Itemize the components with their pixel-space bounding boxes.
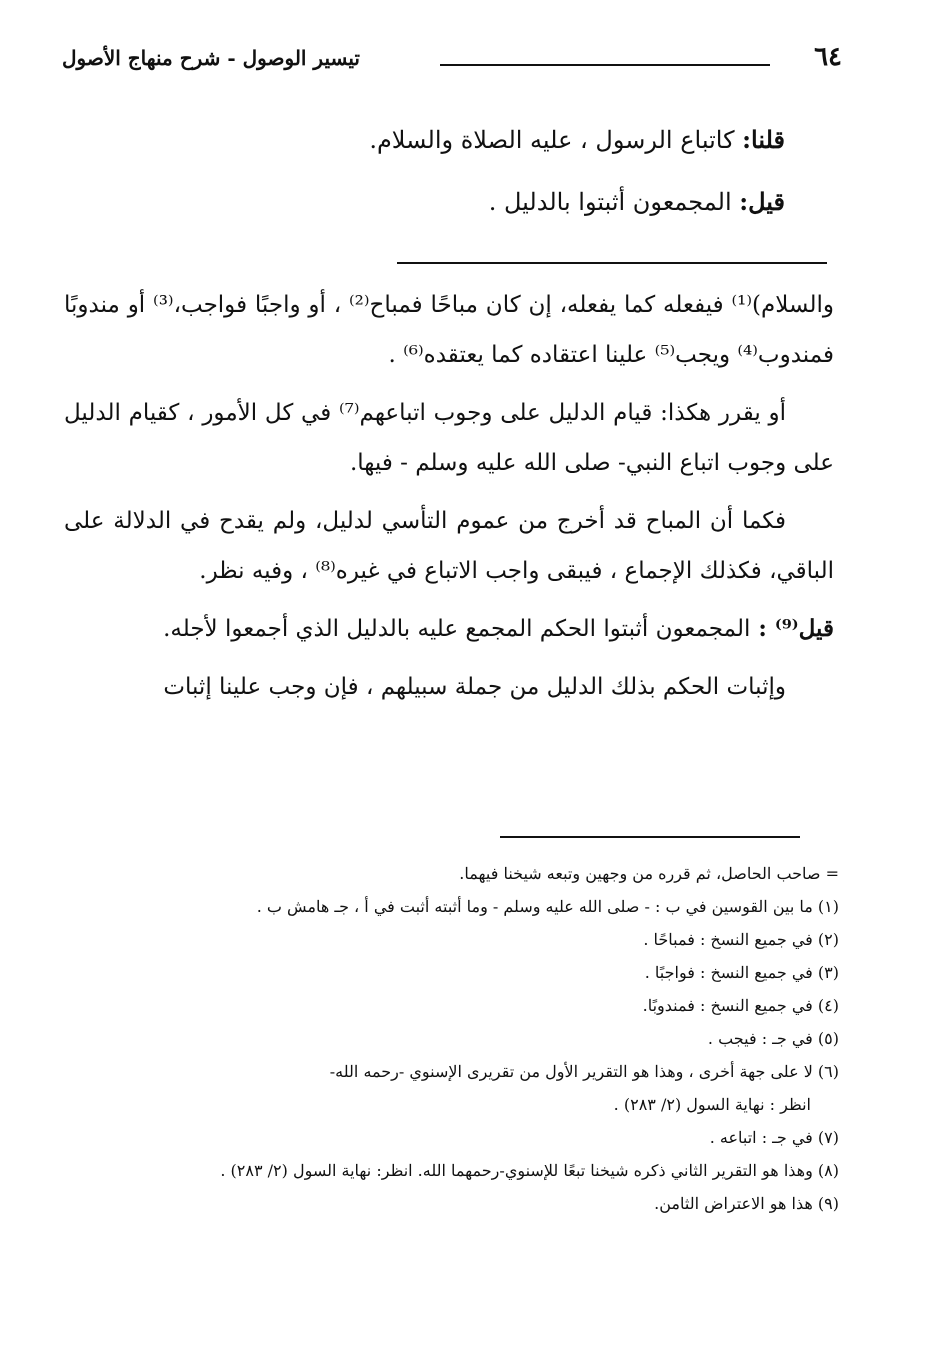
footnotes bbox=[64, 857, 839, 1220]
main-text bbox=[64, 280, 834, 720]
footnote-rule bbox=[500, 836, 800, 838]
paragraph-4 bbox=[64, 604, 834, 654]
footnote-5: (٥) في جـ : فيجب . bbox=[707, 1029, 839, 1048]
footnote-9: (٩) هذا هو الاعتراض الثامن. bbox=[654, 1194, 839, 1213]
objection-label: قيل: bbox=[739, 187, 785, 216]
footnote-1: (١) ما بين القوسين في ب : - صلى الله عليه وسلم - وما أثبته أثبت في أ ، جـ هامش ب . bbox=[256, 897, 839, 916]
paragraph-2: أو يقرر هكذا: قيام الدليل على وجوب اتباعهم⁽⁷⁾ في كل الأمور ، كقيام الدليل على وجوب اتباع النبي- صلى الله عليه وسلم - فيها. bbox=[64, 400, 834, 476]
footnote-2: (٢) في جميع النسخ : فمباحًا . bbox=[643, 930, 839, 949]
page-header bbox=[62, 42, 842, 82]
paragraph-3: فكما أن المباح قد أخرج من عموم التأسي لدليل، ولم يقدح في الدلالة على الباقي، فكذلك الإجماع ، فيبقى واجب الاتباع في غيره⁽⁸⁾ ، وفيه نظر. bbox=[64, 508, 834, 584]
page-number: ٦٤ bbox=[814, 42, 842, 72]
objection-text: المجمعون أثبتوا بالدليل . bbox=[488, 188, 740, 216]
section-separator bbox=[397, 262, 827, 264]
header-rule bbox=[440, 64, 770, 66]
quoted-line-objection bbox=[489, 187, 785, 216]
paragraph-1: والسلام)⁽¹⁾ فيفعله كما يفعله، إن كان مباحًا فمباح⁽²⁾ ، أو واجبًا فواجب،⁽³⁾ أو مندوبًا فمندوب⁽⁴⁾ ويجب⁽⁵⁾ علينا اعتقاده كما يعتقده⁽⁶⁾ . bbox=[64, 292, 834, 368]
objection-9-label: قيل⁽⁹⁾ : bbox=[750, 615, 834, 642]
footnote-7: (٧) في جـ : اتباعه . bbox=[709, 1128, 839, 1147]
footnote-4: (٤) في جميع النسخ : فمندوبًا. bbox=[642, 996, 839, 1015]
running-title: تيسير الوصول - شرح منهاج الأصول bbox=[62, 46, 360, 70]
objection-9-text: المجمعون أثبتوا الحكم المجمع عليه بالدليل الذي أجمعوا لأجله. bbox=[163, 616, 751, 642]
footnote-6: (٦) لا على جهة أخرى ، وهذا هو التقرير الأول من تقريرى الإسنوي -رحمه الله- bbox=[329, 1062, 839, 1081]
reply-text: كاتباع الرسول ، عليه الصلاة والسلام. bbox=[369, 126, 743, 154]
reply-label: قلنا: bbox=[742, 125, 785, 154]
paragraph-5: وإثبات الحكم بذلك الدليل من جملة سبيلهم ، فإن وجب علينا إثبات bbox=[163, 674, 786, 700]
quoted-line-reply bbox=[369, 125, 785, 154]
footnote-6-continued: انظر : نهاية السول (٢/ ٢٨٣) . bbox=[613, 1095, 811, 1114]
footnote-continuation: = صاحب الحاصل، ثم قرره من وجهين وتبعه شيخنا فيهما. bbox=[459, 864, 839, 883]
footnote-3: (٣) في جميع النسخ : فواجبًا . bbox=[644, 963, 839, 982]
footnote-8: (٨) وهذا هو التقرير الثاني ذكره شيخنا تبعًا للإسنوي-رحمهما الله. انظر: نهاية السول (٢/ ٢٨٣) . bbox=[220, 1161, 839, 1180]
